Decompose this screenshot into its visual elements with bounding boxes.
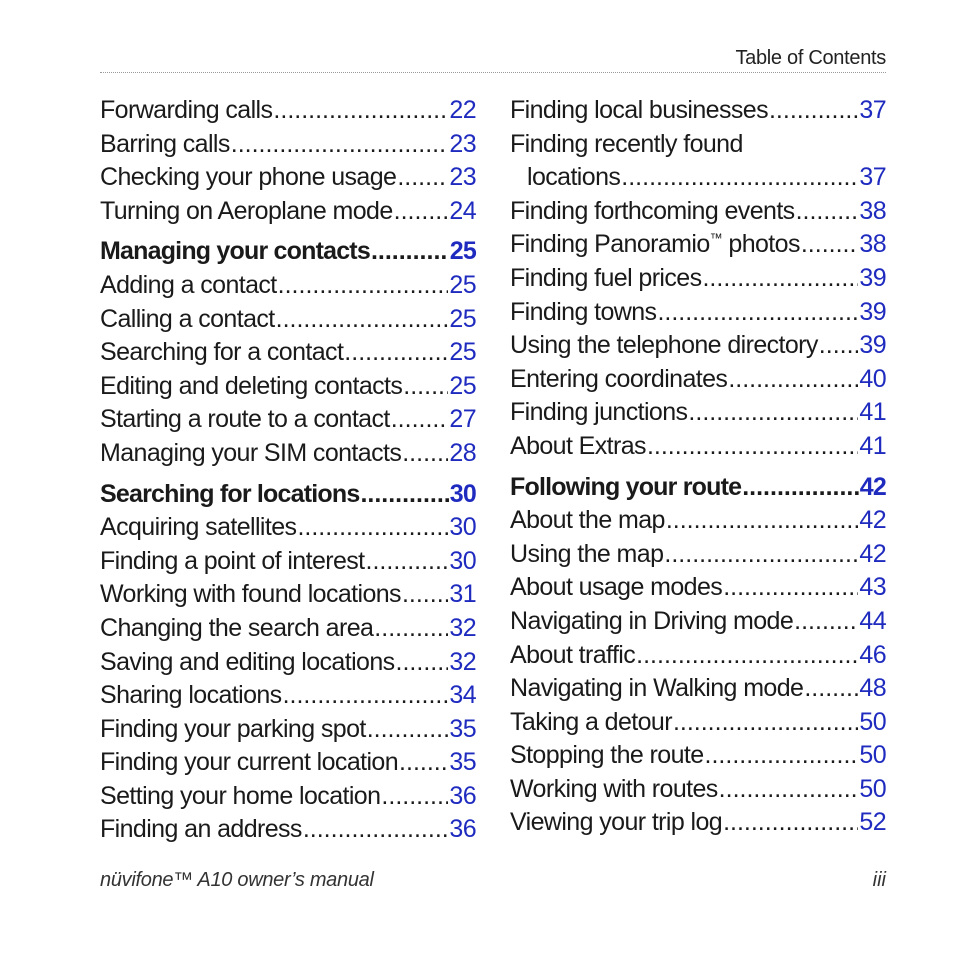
toc-entry-label bbox=[510, 773, 718, 807]
toc-leader-dots bbox=[673, 706, 858, 740]
toc-entry[interactable] bbox=[100, 370, 476, 404]
toc-entry[interactable] bbox=[100, 545, 476, 579]
toc-entry[interactable] bbox=[100, 303, 476, 337]
toc-page-link[interactable]: 25 bbox=[449, 237, 476, 266]
toc-page-link[interactable]: 42 bbox=[859, 506, 886, 535]
toc-entry-label-text: Sharing locations bbox=[100, 681, 282, 710]
toc-column-left bbox=[100, 94, 476, 847]
toc-leader-dots bbox=[705, 739, 859, 773]
toc-page-link[interactable]: 37 bbox=[859, 163, 886, 192]
toc-leader-dots bbox=[723, 806, 858, 840]
header-divider bbox=[100, 72, 886, 73]
toc-entry-label-text: Taking a detour bbox=[510, 707, 672, 736]
toc-entry[interactable] bbox=[510, 706, 886, 740]
toc-entry-label bbox=[100, 713, 366, 747]
toc-entry-label-text: Using the map bbox=[510, 539, 664, 568]
toc-entry-label bbox=[510, 639, 635, 673]
toc-entry-label bbox=[510, 363, 727, 397]
toc-entry-label-text: Finding forthcoming events bbox=[510, 196, 795, 225]
toc-entry-label bbox=[100, 403, 390, 437]
toc-entry[interactable] bbox=[510, 228, 886, 262]
toc-entry-label bbox=[100, 128, 230, 162]
toc-entry-label-text: Finding your parking spot bbox=[100, 714, 366, 743]
toc-page-link[interactable]: 35 bbox=[449, 748, 476, 777]
toc-entry[interactable] bbox=[100, 336, 476, 370]
toc-entry-label bbox=[100, 578, 401, 612]
toc-leader-dots bbox=[371, 235, 449, 269]
toc-entry-label bbox=[100, 646, 395, 680]
toc-page-link[interactable]: 52 bbox=[859, 808, 886, 837]
toc-page-link[interactable]: 46 bbox=[859, 640, 886, 669]
toc-leader-dots bbox=[804, 672, 858, 706]
toc-entry-label bbox=[100, 195, 393, 229]
toc-page-link[interactable]: 25 bbox=[449, 371, 476, 400]
toc-entry-label bbox=[510, 706, 672, 740]
toc-entry-label bbox=[510, 538, 663, 572]
toc-leader-dots bbox=[742, 471, 859, 505]
toc-section-heading[interactable] bbox=[510, 471, 886, 505]
toc-leader-dots bbox=[402, 578, 448, 612]
toc-entry[interactable] bbox=[100, 161, 476, 195]
toc-entry[interactable] bbox=[510, 806, 886, 840]
footer-page-number: iii bbox=[872, 869, 886, 891]
toc-entry-label-text: Using the telephone directory bbox=[510, 331, 818, 360]
toc-entry-label bbox=[510, 296, 656, 330]
toc-leader-dots bbox=[819, 329, 859, 363]
toc-entry-label bbox=[510, 739, 704, 773]
toc-leader-dots bbox=[381, 780, 448, 814]
toc-entry-label-text: Following your route bbox=[510, 472, 742, 501]
toc-entry-label bbox=[510, 806, 722, 840]
toc-entry-label bbox=[510, 195, 795, 229]
toc-entry-label-text: Barring calls bbox=[100, 129, 230, 158]
toc-entry-label-text: Stopping the route bbox=[510, 741, 704, 770]
toc-entry-label bbox=[100, 679, 282, 713]
toc-page-link[interactable]: 35 bbox=[449, 714, 476, 743]
toc-entry[interactable] bbox=[100, 713, 476, 747]
toc-page-link[interactable]: 39 bbox=[859, 263, 886, 292]
toc-entry-label bbox=[510, 228, 800, 262]
toc-entry-label-text: Managing your SIM contacts bbox=[100, 438, 402, 467]
toc-entry-label bbox=[100, 612, 373, 646]
toc-entry-label bbox=[100, 545, 365, 579]
toc-page-link[interactable]: 32 bbox=[449, 647, 476, 676]
toc-entry-label-text: About Extras bbox=[510, 431, 646, 460]
toc-page-link[interactable]: 30 bbox=[449, 546, 476, 575]
toc-leader-dots bbox=[344, 336, 448, 370]
toc-page-link[interactable]: 44 bbox=[859, 606, 886, 635]
toc-entry-label bbox=[100, 813, 302, 847]
toc-entry[interactable] bbox=[100, 612, 476, 646]
toc-page-link[interactable]: 48 bbox=[859, 674, 886, 703]
toc-entry[interactable] bbox=[510, 329, 886, 363]
toc-leader-dots bbox=[399, 746, 448, 780]
toc-page-link[interactable]: 23 bbox=[449, 129, 476, 158]
toc-entry[interactable] bbox=[510, 773, 886, 807]
toc-leader-dots bbox=[728, 363, 858, 397]
toc-leader-dots bbox=[621, 161, 858, 195]
toc-entry-label-text: Finding your current location bbox=[100, 748, 399, 777]
toc-leader-dots bbox=[360, 478, 448, 512]
toc-entry[interactable] bbox=[100, 578, 476, 612]
toc-page-link[interactable]: 27 bbox=[449, 405, 476, 434]
toc-entry-label-text: Viewing your trip log bbox=[510, 808, 723, 837]
toc-entry-label bbox=[510, 329, 818, 363]
toc-entry[interactable] bbox=[100, 403, 476, 437]
toc-section-heading[interactable] bbox=[100, 235, 476, 269]
toc-page-link[interactable]: 28 bbox=[449, 438, 476, 467]
toc-entry-label-text: Navigating in Driving mode bbox=[510, 606, 794, 635]
toc-entry[interactable] bbox=[510, 262, 886, 296]
toc-leader-dots bbox=[231, 128, 449, 162]
toc-entry[interactable] bbox=[510, 605, 886, 639]
toc-leader-dots bbox=[396, 646, 449, 680]
toc-page-link[interactable]: 36 bbox=[449, 815, 476, 844]
toc-entry[interactable] bbox=[100, 679, 476, 713]
toc-entry[interactable] bbox=[100, 437, 476, 471]
toc-entry-label bbox=[510, 262, 701, 296]
toc-page-link[interactable]: 36 bbox=[449, 781, 476, 810]
toc-entry-label bbox=[100, 370, 402, 404]
toc-entry[interactable] bbox=[510, 396, 886, 430]
toc-entry-label bbox=[510, 430, 646, 464]
toc-entry-label-text: Setting your home location bbox=[100, 781, 381, 810]
toc-entry-label-text: Checking your phone usage bbox=[100, 163, 397, 192]
toc-leader-dots bbox=[276, 303, 449, 337]
toc-page-link[interactable]: 34 bbox=[449, 681, 476, 710]
toc-entry-label-text: Turning on Aeroplane mode bbox=[100, 196, 393, 225]
toc-page-link[interactable]: 39 bbox=[859, 297, 886, 326]
toc-entry[interactable] bbox=[100, 746, 476, 780]
toc-entry[interactable] bbox=[100, 646, 476, 680]
toc-entry-label bbox=[100, 161, 396, 195]
toc-entry[interactable] bbox=[100, 813, 476, 847]
toc-entry-label bbox=[510, 396, 687, 430]
toc-entry-label-text: About the map bbox=[510, 506, 665, 535]
toc-entry[interactable] bbox=[510, 296, 886, 330]
toc-leader-dots bbox=[391, 403, 449, 437]
toc-leader-dots bbox=[402, 437, 448, 471]
toc-leader-dots bbox=[367, 713, 449, 747]
toc-entry-label-text: Editing and deleting contacts bbox=[100, 371, 403, 400]
toc-entry-label-text: Managing your contacts bbox=[100, 237, 370, 266]
toc-entry-label-text: Finding Panoramio bbox=[510, 230, 710, 259]
toc-entry-label-text: Calling a contact bbox=[100, 304, 275, 333]
toc-entry-label-text: Acquiring satellites bbox=[100, 513, 297, 542]
toc-leader-dots bbox=[374, 612, 448, 646]
toc-leader-dots bbox=[769, 94, 858, 128]
toc-entry-label-text: Adding a contact bbox=[100, 270, 277, 299]
toc-leader-dots bbox=[794, 605, 858, 639]
toc-entry[interactable] bbox=[100, 94, 476, 128]
toc-entry-label bbox=[510, 672, 803, 706]
toc-leader-dots bbox=[278, 269, 449, 303]
toc-entry[interactable] bbox=[510, 639, 886, 673]
toc-entry-label-text: Finding junctions bbox=[510, 398, 688, 427]
toc-entry[interactable] bbox=[510, 363, 886, 397]
toc-page-link[interactable]: 25 bbox=[449, 304, 476, 333]
header-title: Table of Contents bbox=[735, 47, 886, 69]
toc-entry[interactable] bbox=[100, 511, 476, 545]
toc-leader-dots bbox=[796, 195, 859, 229]
toc-section-heading[interactable] bbox=[100, 478, 476, 512]
toc-entry-label-text: About usage modes bbox=[510, 573, 723, 602]
toc-entry-label-text: Navigating in Walking mode bbox=[510, 674, 804, 703]
toc-entry-label-text: Finding towns bbox=[510, 297, 657, 326]
footer-manual-title: nüvifone™ A10 owner’s manual bbox=[100, 869, 374, 891]
toc-entry-label bbox=[100, 235, 370, 269]
toc-page-link[interactable]: 24 bbox=[449, 196, 476, 225]
toc-page-link[interactable]: 38 bbox=[859, 196, 886, 225]
toc-entry-label-text: Finding local businesses bbox=[510, 96, 768, 124]
toc-entry[interactable] bbox=[100, 128, 476, 162]
toc-leader-dots bbox=[666, 504, 859, 538]
toc-leader-dots bbox=[688, 396, 858, 430]
toc-page-link[interactable]: 38 bbox=[859, 230, 886, 259]
toc-entry-label bbox=[510, 504, 665, 538]
toc-entry-label-text: Finding an address bbox=[100, 815, 302, 844]
toc-page-link[interactable]: 31 bbox=[449, 580, 476, 609]
toc-entry-label-text: Finding fuel prices bbox=[510, 263, 702, 292]
toc-entry-label bbox=[100, 780, 380, 814]
toc-page-link[interactable]: 42 bbox=[859, 472, 886, 501]
toc-entry[interactable] bbox=[100, 780, 476, 814]
toc-page-link[interactable]: 43 bbox=[859, 573, 886, 602]
toc-entry-label-text: Working with routes bbox=[510, 774, 718, 803]
toc-entry-label bbox=[510, 571, 722, 605]
toc-entry-label-text-after: photos bbox=[722, 230, 800, 259]
toc-entry-label bbox=[100, 437, 401, 471]
toc-leader-dots bbox=[664, 538, 858, 572]
toc-entry[interactable] bbox=[510, 538, 886, 572]
toc-leader-dots bbox=[366, 545, 449, 579]
toc-entry-label-text: Searching for locations bbox=[100, 479, 360, 508]
toc-entry-label bbox=[100, 94, 272, 128]
toc-page-link[interactable]: 22 bbox=[449, 96, 476, 124]
toc-leader-dots bbox=[702, 262, 858, 296]
toc-entry-label bbox=[100, 746, 398, 780]
toc-page-link[interactable]: 50 bbox=[859, 774, 886, 803]
toc-entry-label-text: Forwarding calls bbox=[100, 96, 273, 124]
toc-page-link[interactable]: 25 bbox=[449, 270, 476, 299]
toc-leader-dots bbox=[719, 773, 859, 807]
toc-entry-label bbox=[510, 94, 768, 128]
toc-entry-label-text: Searching for a contact bbox=[100, 338, 344, 367]
toc-entry[interactable] bbox=[510, 195, 886, 229]
toc-entry[interactable] bbox=[510, 94, 886, 128]
toc-entry-label-text: Changing the search area bbox=[100, 613, 374, 642]
toc-page-link[interactable]: 41 bbox=[859, 431, 886, 460]
toc-entry-label: Finding recently found bbox=[510, 129, 743, 158]
toc-page-link[interactable]: 42 bbox=[859, 539, 886, 568]
toc-page-link[interactable]: 30 bbox=[449, 513, 476, 542]
toc-entry-label bbox=[100, 511, 296, 545]
toc-leader-dots bbox=[636, 639, 858, 673]
toc-entry-label-text: Finding a point of interest bbox=[100, 546, 365, 575]
toc-entry-label bbox=[100, 336, 343, 370]
toc-leader-dots bbox=[303, 813, 449, 847]
toc-entry[interactable] bbox=[510, 739, 886, 773]
toc-entry-label-continuation: locations bbox=[527, 163, 621, 192]
toc-leader-dots bbox=[723, 571, 858, 605]
toc-page-link[interactable]: 25 bbox=[449, 338, 476, 367]
toc-page-link[interactable]: 40 bbox=[859, 364, 886, 393]
toc-entry[interactable] bbox=[100, 269, 476, 303]
toc-entry-continuation[interactable] bbox=[510, 161, 886, 195]
toc-leader-dots bbox=[283, 679, 449, 713]
toc-leader-dots bbox=[647, 430, 858, 464]
toc-leader-dots bbox=[801, 228, 859, 262]
toc-page-link[interactable]: 23 bbox=[449, 163, 476, 192]
trademark-symbol: ™ bbox=[709, 231, 723, 247]
toc-page-link[interactable]: 50 bbox=[859, 741, 886, 770]
toc-entry-label bbox=[510, 471, 741, 505]
toc-entry-label-text: Starting a route to a contact bbox=[100, 405, 390, 434]
toc-page-link[interactable]: 50 bbox=[859, 707, 886, 736]
toc-leader-dots bbox=[394, 195, 449, 229]
toc-leader-dots bbox=[403, 370, 448, 404]
toc-leader-dots bbox=[273, 94, 448, 128]
toc-entry-label-text: Saving and editing locations bbox=[100, 647, 395, 676]
toc-entry[interactable] bbox=[100, 195, 476, 229]
toc-entry[interactable] bbox=[510, 672, 886, 706]
toc-entry[interactable] bbox=[510, 128, 886, 162]
toc-entry-label bbox=[100, 269, 277, 303]
toc-page-link[interactable]: 30 bbox=[449, 479, 476, 508]
toc-entry-label-text: Working with found locations bbox=[100, 580, 401, 609]
toc-page-link[interactable]: 37 bbox=[859, 96, 886, 124]
toc-entry-label bbox=[100, 303, 275, 337]
toc-entry[interactable] bbox=[510, 504, 886, 538]
toc-leader-dots bbox=[657, 296, 858, 330]
toc-entry-label-text: Entering coordinates bbox=[510, 364, 728, 393]
toc-entry[interactable] bbox=[510, 430, 886, 464]
toc-entry-label-text: About traffic bbox=[510, 640, 636, 669]
toc-column-right bbox=[510, 94, 886, 840]
toc-entry-label bbox=[100, 478, 359, 512]
toc-page-link[interactable]: 32 bbox=[449, 613, 476, 642]
toc-entry-label bbox=[510, 605, 793, 639]
toc-page-link[interactable]: 39 bbox=[859, 331, 886, 360]
toc-page-link[interactable]: 41 bbox=[859, 398, 886, 427]
toc-entry[interactable] bbox=[510, 571, 886, 605]
toc-leader-dots bbox=[297, 511, 448, 545]
toc-leader-dots bbox=[397, 161, 448, 195]
